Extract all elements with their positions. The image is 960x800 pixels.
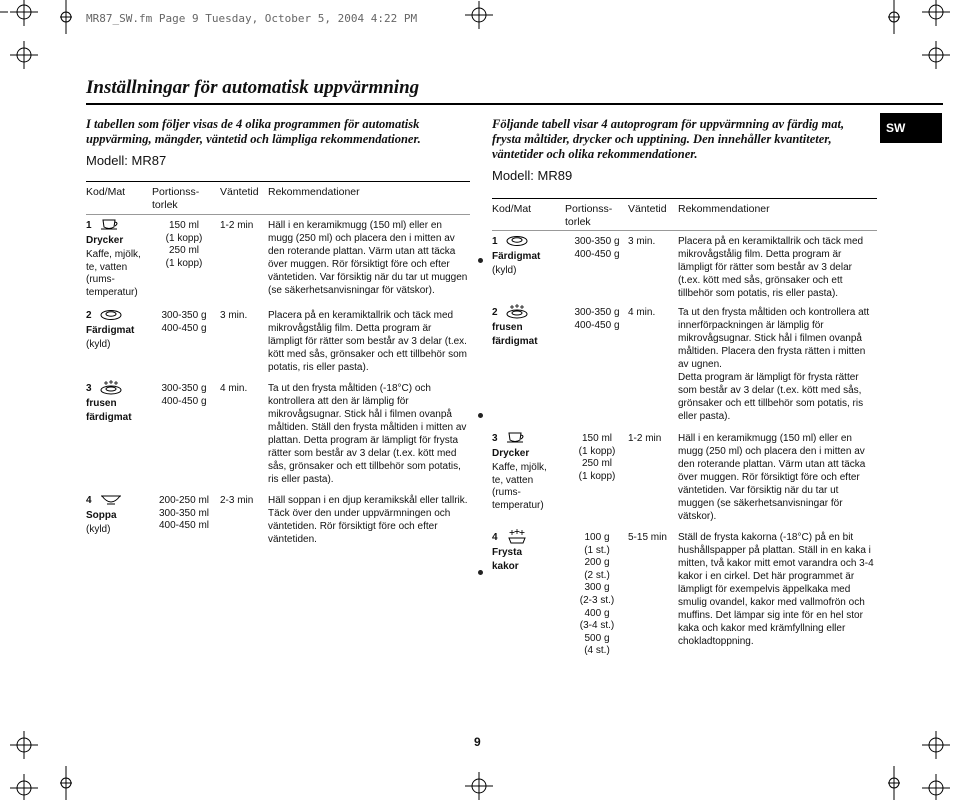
- row-portion: (1 kopp): [578, 445, 616, 457]
- row-wait-time: 3 min.: [220, 310, 248, 321]
- row-food-desc: (kyld): [86, 339, 111, 350]
- row-portion: 200 g: [584, 557, 610, 569]
- row-portion: (1 kopp): [578, 470, 616, 482]
- header-code: Kod/Mat: [492, 203, 532, 215]
- page-number: 9: [474, 735, 481, 749]
- table-header-rule: [492, 230, 877, 231]
- cup-icon: [506, 430, 526, 444]
- row-recommendation: mugg (250 ml) och placera den i mitten av: [678, 446, 865, 457]
- row-recommendation: smulig ovandel, kakor med vallmofrön och: [678, 597, 865, 608]
- row-portion: (1 kopp): [165, 257, 203, 269]
- row-code-number: 4: [86, 495, 92, 506]
- row-food-desc: Kaffe, mjölk,: [492, 462, 547, 473]
- row-recommendation: grönsaker och ett tillbehör som potatis, ris: [678, 398, 864, 409]
- header-portion: Portionss-: [565, 203, 613, 215]
- intro-line: uppvärming, mängder, väntetid och lämpliga rekommendationer.: [86, 132, 421, 146]
- row-recommendation: Häll i en keramikmugg (150 ml) eller en: [268, 220, 442, 231]
- frozen-plate-icon: [506, 304, 528, 319]
- row-food-name: Soppa: [86, 510, 117, 521]
- row-portion: 250 ml: [581, 458, 612, 470]
- row-recommendation: rätter som består av 3 delar (t.ex. kött med: [268, 448, 457, 459]
- language-tab: SW: [880, 113, 942, 143]
- row-food-desc: (rums-: [492, 487, 521, 499]
- row-portion: 400-450 ml: [158, 520, 210, 532]
- row-recommendation: Placera på en keramiktallrik och täck med: [268, 310, 454, 321]
- row-recommendation: (t.ex. kött med sås, grönsaker och ett: [678, 275, 843, 286]
- row-food-name: Färdigmat: [86, 325, 135, 336]
- row-portion: (4 st.): [584, 645, 610, 657]
- table-header-rule: [492, 198, 877, 199]
- row-recommendation: väntetiden.: [268, 534, 317, 545]
- row-wait-time: 1-2 min: [628, 433, 662, 444]
- header-rec: Rekommendationer: [268, 186, 360, 198]
- row-wait-time: 4 min.: [628, 307, 656, 318]
- row-food-name: frusen: [86, 398, 117, 409]
- row-recommendation: tillbehör som potatis, ris eller pasta).: [678, 288, 839, 299]
- model-label: Modell: MR89: [492, 168, 573, 183]
- row-portion: 400-450 g: [574, 248, 620, 260]
- intro-line: I tabellen som följer visas de 4 olika programmen för automatisk: [86, 117, 420, 131]
- header-portion: torlek: [152, 199, 178, 211]
- plate-icon: [100, 307, 122, 321]
- row-portion: 200-250 ml: [158, 495, 210, 506]
- row-recommendation: innerförpackningen är lämplig för: [678, 320, 824, 331]
- row-recommendation: muggen (se säkerhetsanvisningar för: [678, 498, 843, 509]
- row-wait-time: 3 min.: [628, 236, 656, 247]
- row-portion: 400-450 g: [574, 319, 620, 331]
- header-wait: Väntetid: [220, 186, 259, 198]
- row-portion: (2 st.): [584, 569, 610, 581]
- row-portion: 400 g: [584, 607, 610, 619]
- cup-icon: [100, 217, 120, 231]
- row-food-desc: (kyld): [86, 524, 111, 535]
- bullet-dot: [478, 570, 483, 575]
- row-recommendation: lämpligt för rätter som består av 3 delar: [678, 262, 852, 273]
- row-recommendation: vätskor).: [678, 511, 717, 522]
- row-recommendation: potatis, ris eller pasta).: [268, 362, 369, 373]
- row-wait-time: 5-15 min: [628, 532, 667, 543]
- row-recommendation: Häll soppan i en djup keramikskål eller tallrik.: [268, 495, 468, 506]
- row-portion: 250 ml: [168, 245, 199, 257]
- row-recommendation: över muggen. Rör försiktigt före och efter: [678, 472, 860, 483]
- row-portion: 400-450 g: [161, 322, 207, 334]
- row-recommendation: av ugnen.: [678, 359, 722, 370]
- row-recommendation: Detta program är lämpligt för frysta rätter: [678, 372, 859, 383]
- row-recommendation: kakor i en cirkel. Det här programmet är: [678, 571, 855, 582]
- row-recommendation: väntetiden. Rör försiktigt före och efter: [268, 521, 438, 532]
- bullet-dot: [478, 258, 483, 263]
- row-portion: 100 g: [584, 532, 610, 543]
- frozen-cake-icon: [506, 529, 528, 545]
- row-recommendation: Placera på en keramiktallrik och täck med: [678, 236, 864, 247]
- row-food-desc: (kyld): [492, 265, 517, 276]
- plate-icon: [506, 233, 528, 247]
- row-recommendation: hushållspapper på plattan. Ställ in en kaka i: [678, 545, 871, 556]
- row-recommendation: kött med sås, grönsaker och ett tillbehör som: [268, 349, 467, 360]
- row-recommendation: (se säkerhetsanvisningar för vätskor).: [268, 285, 435, 296]
- row-portion: 300-350 g: [574, 236, 620, 247]
- row-portion: 150 ml: [581, 433, 612, 444]
- header-code: Kod/Mat: [86, 186, 126, 198]
- intro-line: väntetider och olika rekommendationer.: [492, 147, 698, 161]
- row-portion: (3-4 st.): [579, 620, 615, 632]
- row-recommendation: måltiden. Placera den frysta rätten i mitten: [678, 346, 866, 357]
- frozen-plate-icon: [100, 380, 122, 395]
- row-recommendation: som består av 3 delar (t.ex. kött med sås,: [678, 385, 862, 396]
- row-recommendation: muffins. Det lämpar sig inte för en hel stor: [678, 610, 863, 621]
- row-portion: (1 st.): [584, 544, 610, 556]
- row-portion: 300-350 g: [161, 310, 207, 321]
- row-code-number: 2: [86, 310, 92, 321]
- row-recommendation: den roterande plattan. Värm utan att täcka: [678, 459, 866, 470]
- row-food-desc: te, vatten: [86, 261, 128, 273]
- row-recommendation: kaka och kakor med krämfyllning eller: [678, 623, 846, 634]
- intro-line: frysta måltider, drycker och upptining. Den innehåller kvantiteter,: [492, 132, 832, 146]
- intro-line: Följande tabell visar 4 autoprogram för uppvärmning av färdig mat,: [492, 117, 845, 131]
- row-recommendation: mikrovågsugnar. Stick hål i filmen ovanpå: [678, 333, 862, 344]
- row-portion: 300-350 ml: [158, 507, 210, 519]
- table-header-rule: [86, 214, 470, 215]
- row-food-desc: temperatur): [492, 499, 544, 511]
- row-code-number: 3: [86, 383, 92, 394]
- row-recommendation: väntetiden. Var försiktig när du tar ut muggen: [268, 272, 468, 283]
- row-food-name: färdigmat: [492, 336, 538, 347]
- row-code-number: 3: [492, 433, 498, 444]
- row-code-number: 4: [492, 532, 498, 543]
- soup-bowl-icon: [100, 492, 122, 506]
- row-food-desc: (rums-: [86, 274, 115, 286]
- row-recommendation: ris eller pasta).: [268, 474, 334, 485]
- row-food-desc: Kaffe, mjölk,: [86, 249, 141, 260]
- row-code-number: 1: [492, 236, 498, 247]
- page-title: Inställningar för automatisk uppvärmning: [86, 77, 420, 98]
- row-food-name: Färdigmat: [492, 251, 541, 262]
- file-header-line: MR87_SW.fm Page 9 Tuesday, October 5, 2004 4:22 PM: [86, 12, 418, 25]
- row-recommendation: den roterande plattan. Värm utan att täcka: [268, 246, 456, 257]
- row-food-name: Drycker: [86, 235, 124, 246]
- row-recommendation: chokladtoppning.: [678, 636, 754, 647]
- model-label: Modell: MR87: [86, 153, 167, 168]
- header-wait: Väntetid: [628, 203, 667, 215]
- row-recommendation: väntetiden. Var försiktig när du tar ut: [678, 485, 839, 496]
- row-food-desc: temperatur): [86, 286, 138, 298]
- row-recommendation: Ta ut den frysta måltiden (-18°C) och: [268, 383, 431, 394]
- header-portion: torlek: [565, 216, 591, 228]
- row-wait-time: 2-3 min: [220, 495, 254, 506]
- row-portion: (2-3 st.): [579, 595, 615, 606]
- row-recommendation: mugg (250 ml) och placera den i mitten av: [268, 233, 455, 244]
- row-portion: 300 g: [584, 582, 610, 594]
- row-portion: 300-350 g: [161, 383, 207, 394]
- row-food-desc: te, vatten: [492, 474, 534, 486]
- row-code-number: 2: [492, 307, 498, 318]
- row-recommendation: mitten, två kakor mitt emot varandra och 3-4: [678, 558, 874, 569]
- row-recommendation: Täck över den under uppvärmningen och: [268, 508, 451, 519]
- row-portion: 500 g: [584, 632, 610, 644]
- row-wait-time: 1-2 min: [220, 220, 254, 231]
- row-food-name: färdigmat: [86, 412, 132, 423]
- row-recommendation: eller pasta).: [678, 411, 731, 422]
- title-rule: [86, 103, 943, 105]
- row-code-number: 1: [86, 220, 92, 231]
- row-recommendation: över muggen. Rör försiktigt före och efter: [268, 259, 450, 270]
- row-recommendation: lämpligt för exempelvis äppelkaka med: [678, 584, 851, 595]
- row-food-name: Drycker: [492, 448, 530, 459]
- bullet-dot: [478, 413, 483, 418]
- row-recommendation: lämpligt för rätter som består av 3 delar (t.ex.: [268, 336, 467, 347]
- row-recommendation: Häll i en keramikmugg (150 ml) eller en: [678, 433, 852, 444]
- row-recommendation: Ställ de frysta kakorna (-18°C) på en bit: [678, 532, 854, 543]
- header-rec: Rekommendationer: [678, 203, 770, 215]
- row-recommendation: Ta ut den frysta måltiden och kontrollera att: [678, 307, 870, 318]
- row-recommendation: kontrollera att den är lämplig för: [268, 396, 409, 407]
- row-recommendation: mikrovågsugnar. Stick hål i filmen ovanpå: [268, 409, 452, 420]
- header-portion: Portionss-: [152, 186, 200, 198]
- row-recommendation: sås, grönsaker och ett tillbehör som potatis,: [268, 461, 461, 472]
- row-food-name: frusen: [492, 322, 523, 333]
- row-wait-time: 4 min.: [220, 383, 248, 394]
- row-food-name: kakor: [492, 561, 519, 572]
- row-portion: 400-450 g: [161, 395, 207, 407]
- row-recommendation: mikrovågstålig film. Detta program är: [678, 249, 842, 260]
- table-header-rule: [86, 181, 470, 182]
- row-portion: 150 ml: [168, 220, 199, 231]
- row-portion: (1 kopp): [165, 232, 203, 244]
- row-portion: 300-350 g: [574, 307, 620, 318]
- row-recommendation: mikrovågstålig film. Detta program är: [268, 323, 432, 334]
- row-food-name: Frysta: [492, 547, 523, 558]
- row-recommendation: plattan. Detta program är lämpligt för frysta: [268, 435, 459, 446]
- row-recommendation: måltiden. Ställ den frysta måltiden i mitten av: [268, 422, 467, 433]
